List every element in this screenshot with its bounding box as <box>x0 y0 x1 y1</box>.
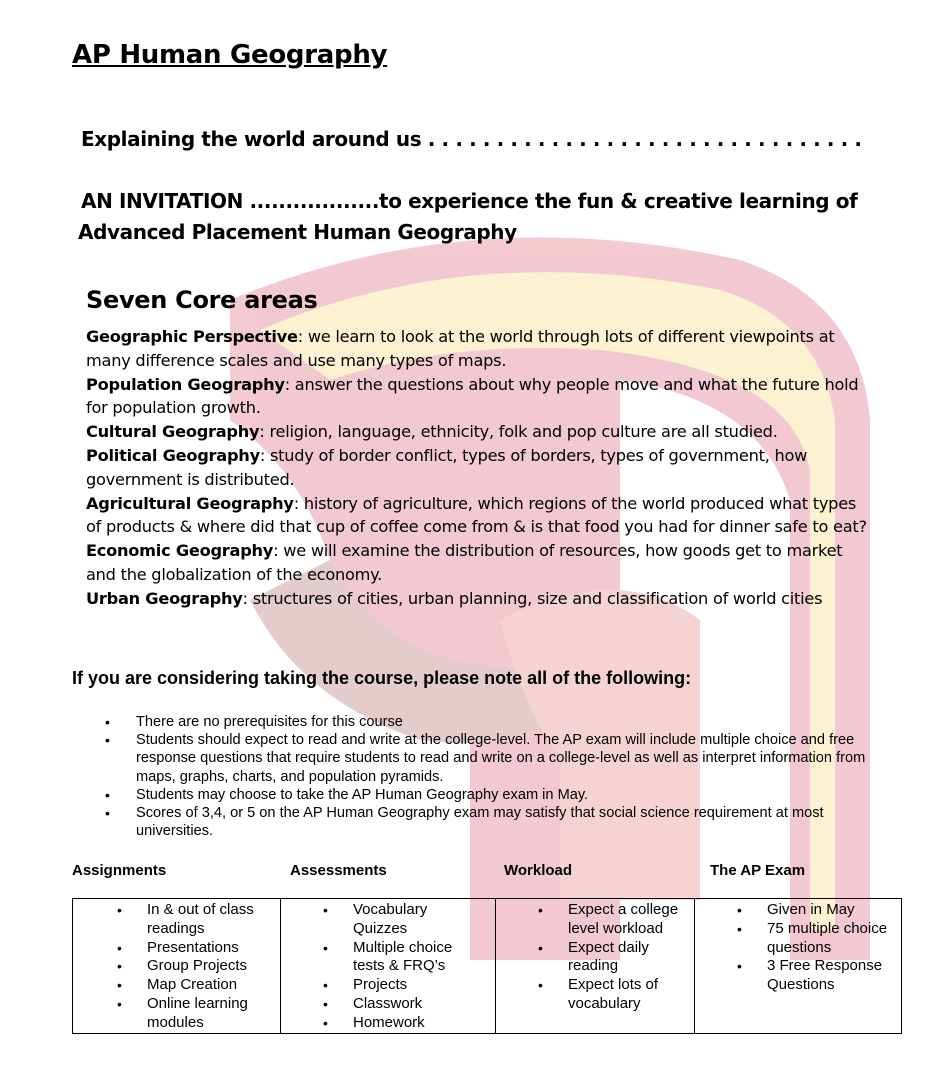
core-area-item <box>86 492 876 540</box>
assessment-item: • Classwork <box>353 995 473 1014</box>
invitation-text: to experience the fun & creative learning of Advanced Placement Human Geography <box>78 189 858 244</box>
note-item: • Scores of 3,4, or 5 on the AP Human Geography exam may satisfy that social science requirement at most universities. <box>136 804 896 840</box>
core-area-term: Urban Geography <box>86 588 243 608</box>
assessments-list <box>353 899 473 1033</box>
ap-exam-list <box>767 899 893 995</box>
header-assessments: Assessments <box>290 862 387 879</box>
core-area-term: Cultural Geography <box>86 422 260 442</box>
assessment-item: • Multiple choice tests & FRQ’s <box>353 939 473 977</box>
header-ap-exam: The AP Exam <box>710 862 806 879</box>
assignments-list <box>147 899 277 1033</box>
core-area-term: Population Geography <box>86 374 285 394</box>
core-area-item <box>86 539 876 587</box>
assessment-item: • Vocabulary Quizzes <box>353 901 473 939</box>
core-area-term: Agricultural Geography <box>86 493 294 513</box>
workload-item: • Expect lots of vocabulary <box>568 976 680 1014</box>
core-areas-heading: Seven Core areas <box>86 286 318 314</box>
workload-item: • Expect a college level workload <box>568 901 680 939</box>
note-item: • Students should expect to read and write at the college-level. The AP exam will include multiple choice and free response questions that require students to read and write on a college-level as well as interpret information from maps, graphs, charts, and population pyramids. <box>136 731 896 786</box>
core-area-desc: : history of agriculture, which regions of the world produced what types of products & where did that cup of coffee come from & is that food you had for dinner safe to eat? <box>86 493 867 537</box>
subtitle: Explaining the world around us . . . . . . . . . . . . . . . . . . . . . . . . . . . . . . . . <box>81 127 862 151</box>
invitation-lead: AN INVITATION .................. <box>81 189 380 213</box>
assessment-item: • Projects <box>353 976 473 995</box>
workload-list <box>568 899 680 1014</box>
core-area-term: Political Geography <box>86 445 260 465</box>
core-area-term: Geographic Perspective <box>86 327 298 346</box>
core-areas-list <box>86 325 876 611</box>
core-area-desc: : structures of cities, urban planning, size and classification of world cities <box>242 588 823 608</box>
core-area-desc: : religion, language, ethnicity, folk and pop culture are all studied. <box>259 422 778 442</box>
header-workload: Workload <box>504 862 573 879</box>
note-item: • Students may choose to take the AP Human Geography exam in May. <box>136 786 896 804</box>
core-area-item <box>86 587 876 611</box>
notes-list <box>136 713 896 840</box>
consider-heading: If you are considering taking the course, please note all of the following: <box>72 668 692 688</box>
assignment-item: • Presentations <box>147 939 277 958</box>
core-area-desc: : we learn to look at the world through lots of different viewpoints at many difference scales and use many types of maps. <box>86 327 835 370</box>
core-area-item <box>86 373 876 421</box>
assessments-cell <box>281 899 496 1033</box>
header-assignments: Assignments <box>72 862 167 879</box>
note-item: • There are no prerequisites for this course <box>136 713 896 731</box>
assignment-item: • Map Creation <box>147 976 277 995</box>
core-area-item <box>86 420 876 444</box>
assignment-item: • Group Projects <box>147 957 277 976</box>
core-area-item <box>86 444 876 492</box>
course-info-table <box>72 898 902 1034</box>
core-area-item <box>86 325 876 373</box>
workload-item: • Expect daily reading <box>568 939 680 977</box>
core-area-desc: : we will examine the distribution of resources, how goods get to market and the globalization of the economy. <box>86 541 843 584</box>
core-area-desc: : answer the questions about why people move and what the future hold for population growth. <box>86 374 859 418</box>
core-area-term: Economic Geography <box>86 541 274 561</box>
ap-exam-item: • Given in May <box>767 901 893 920</box>
assignments-cell <box>73 899 281 1033</box>
invitation <box>78 186 858 248</box>
ap-exam-item: • 75 multiple choice questions <box>767 920 893 958</box>
ap-exam-cell <box>695 899 901 1033</box>
assessment-item: • Homework <box>353 1014 473 1033</box>
page-title: AP Human Geography <box>72 40 388 70</box>
core-area-desc: : study of border conflict, types of borders, types of government, how government is distributed. <box>86 445 808 489</box>
table-headers <box>0 862 944 884</box>
assignment-item: • In & out of class readings <box>147 901 277 939</box>
ap-exam-item: • 3 Free Response Questions <box>767 957 893 995</box>
workload-cell <box>496 899 695 1033</box>
assignment-item: • Online learning modules <box>147 995 277 1033</box>
